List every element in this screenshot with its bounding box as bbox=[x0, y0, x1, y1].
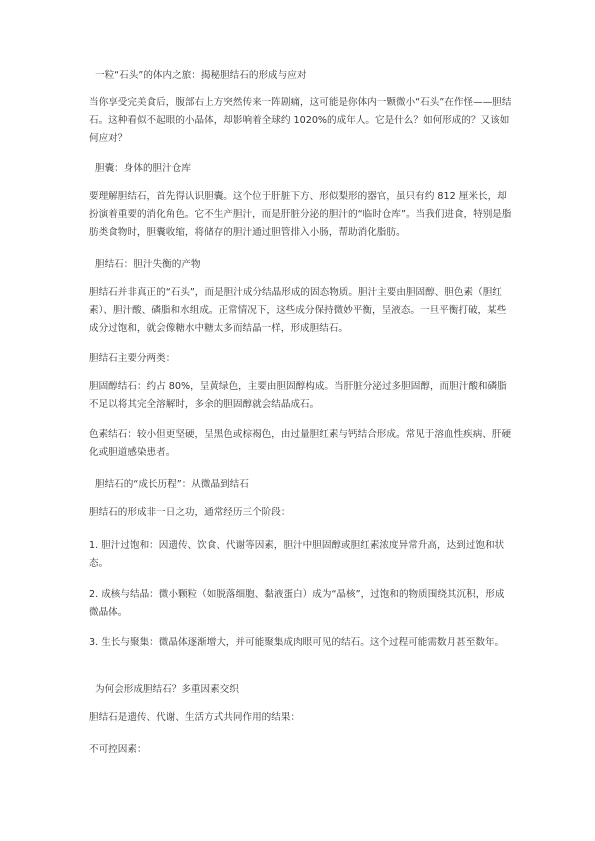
type-cholesterol-stone: 胆固醇结石：约占 80%，呈黄绿色，主要由胆固醇构成。当肝脏分泌过多胆固醇，而胆汁酸和磷脂不足以将其完全溶解时，多余的胆固醇就会结晶成石。 bbox=[89, 381, 507, 410]
gallbladder-paragraph: 要理解胆结石，首先得认识胆囊。这个位于肝脏下方、形似梨形的器官，虽只有约 812 厘米长，却扮演着重要的消化角色。它不生产胆汁，而是肝脏分泌的胆汁的“临时仓库”。当我们进食，特别是脂肪类食物时，胆囊收缩，将储存的胆汁通过胆管排入小肠，帮助消化脂肪。 bbox=[89, 191, 512, 238]
section-heading-causes: 为何会形成胆结石？多重因素交织 bbox=[95, 684, 239, 695]
stage-1: 1. 胆汁过饱和：因遗传、饮食、代谢等因素，胆汁中胆固醇或胆红素浓度异常升高，达到过饱和状态。 bbox=[89, 540, 505, 569]
stage-2: 2. 成核与结晶：微小颗粒（如脱落细胞、黏液蛋白）成为“晶核”，过饱和的物质围绕其沉积，形成微晶体。 bbox=[89, 589, 505, 618]
document-title: 一粒“石头”的体内之旅：揭秘胆结石的形成与应对 bbox=[95, 70, 307, 81]
types-intro: 胆结石主要分两类： bbox=[89, 353, 176, 364]
type-pigment-stone: 色素结石：较小但更坚硬，呈黑色或棕褐色，由过量胆红素与钙结合形成。常见于溶血性疾病、肝硬化或胆道感染患者。 bbox=[89, 429, 512, 458]
causes-intro: 胆结石是遗传、代谢、生活方式共同作用的结果： bbox=[89, 712, 301, 723]
stage-3: 3. 生长与聚集：微晶体逐渐增大，并可能聚集成肉眼可见的结石。这个过程可能需数月甚至数年。 bbox=[89, 637, 505, 648]
gallstone-paragraph: 胆结石并非真正的“石头”，而是胆汁成分结晶形成的固态物质。胆汁主要由胆固醇、胆色素（胆红素）、胆汁酸、磷脂和水组成。正常情况下，这些成分保持微妙平衡，呈液态。一旦平衡打破，某些成分过饱和，就会像糖水中糖太多而结晶一样，形成胆结石。 bbox=[89, 287, 507, 334]
section-heading-growth: 胆结石的“成长历程”：从微晶到结石 bbox=[95, 479, 249, 490]
section-heading-gallbladder: 胆囊：身体的胆汁仓库 bbox=[95, 163, 191, 174]
section-heading-gallstone: 胆结石：胆汁失衡的产物 bbox=[95, 259, 201, 270]
intro-paragraph: 当你享受完美食后，腹部右上方突然传来一阵剧痛，这可能是你体内一颗微小“石头”在作怪——胆结石。这种看似不起眼的小晶体，却影响着全球约 1020%的成年人。它是什么？如何形成的？又该如何应对？ bbox=[89, 97, 512, 144]
uncontrollable-factors-label: 不可控因素： bbox=[89, 744, 147, 755]
growth-intro: 胆结石的形成非一日之功，通常经历三个阶段： bbox=[89, 507, 291, 518]
